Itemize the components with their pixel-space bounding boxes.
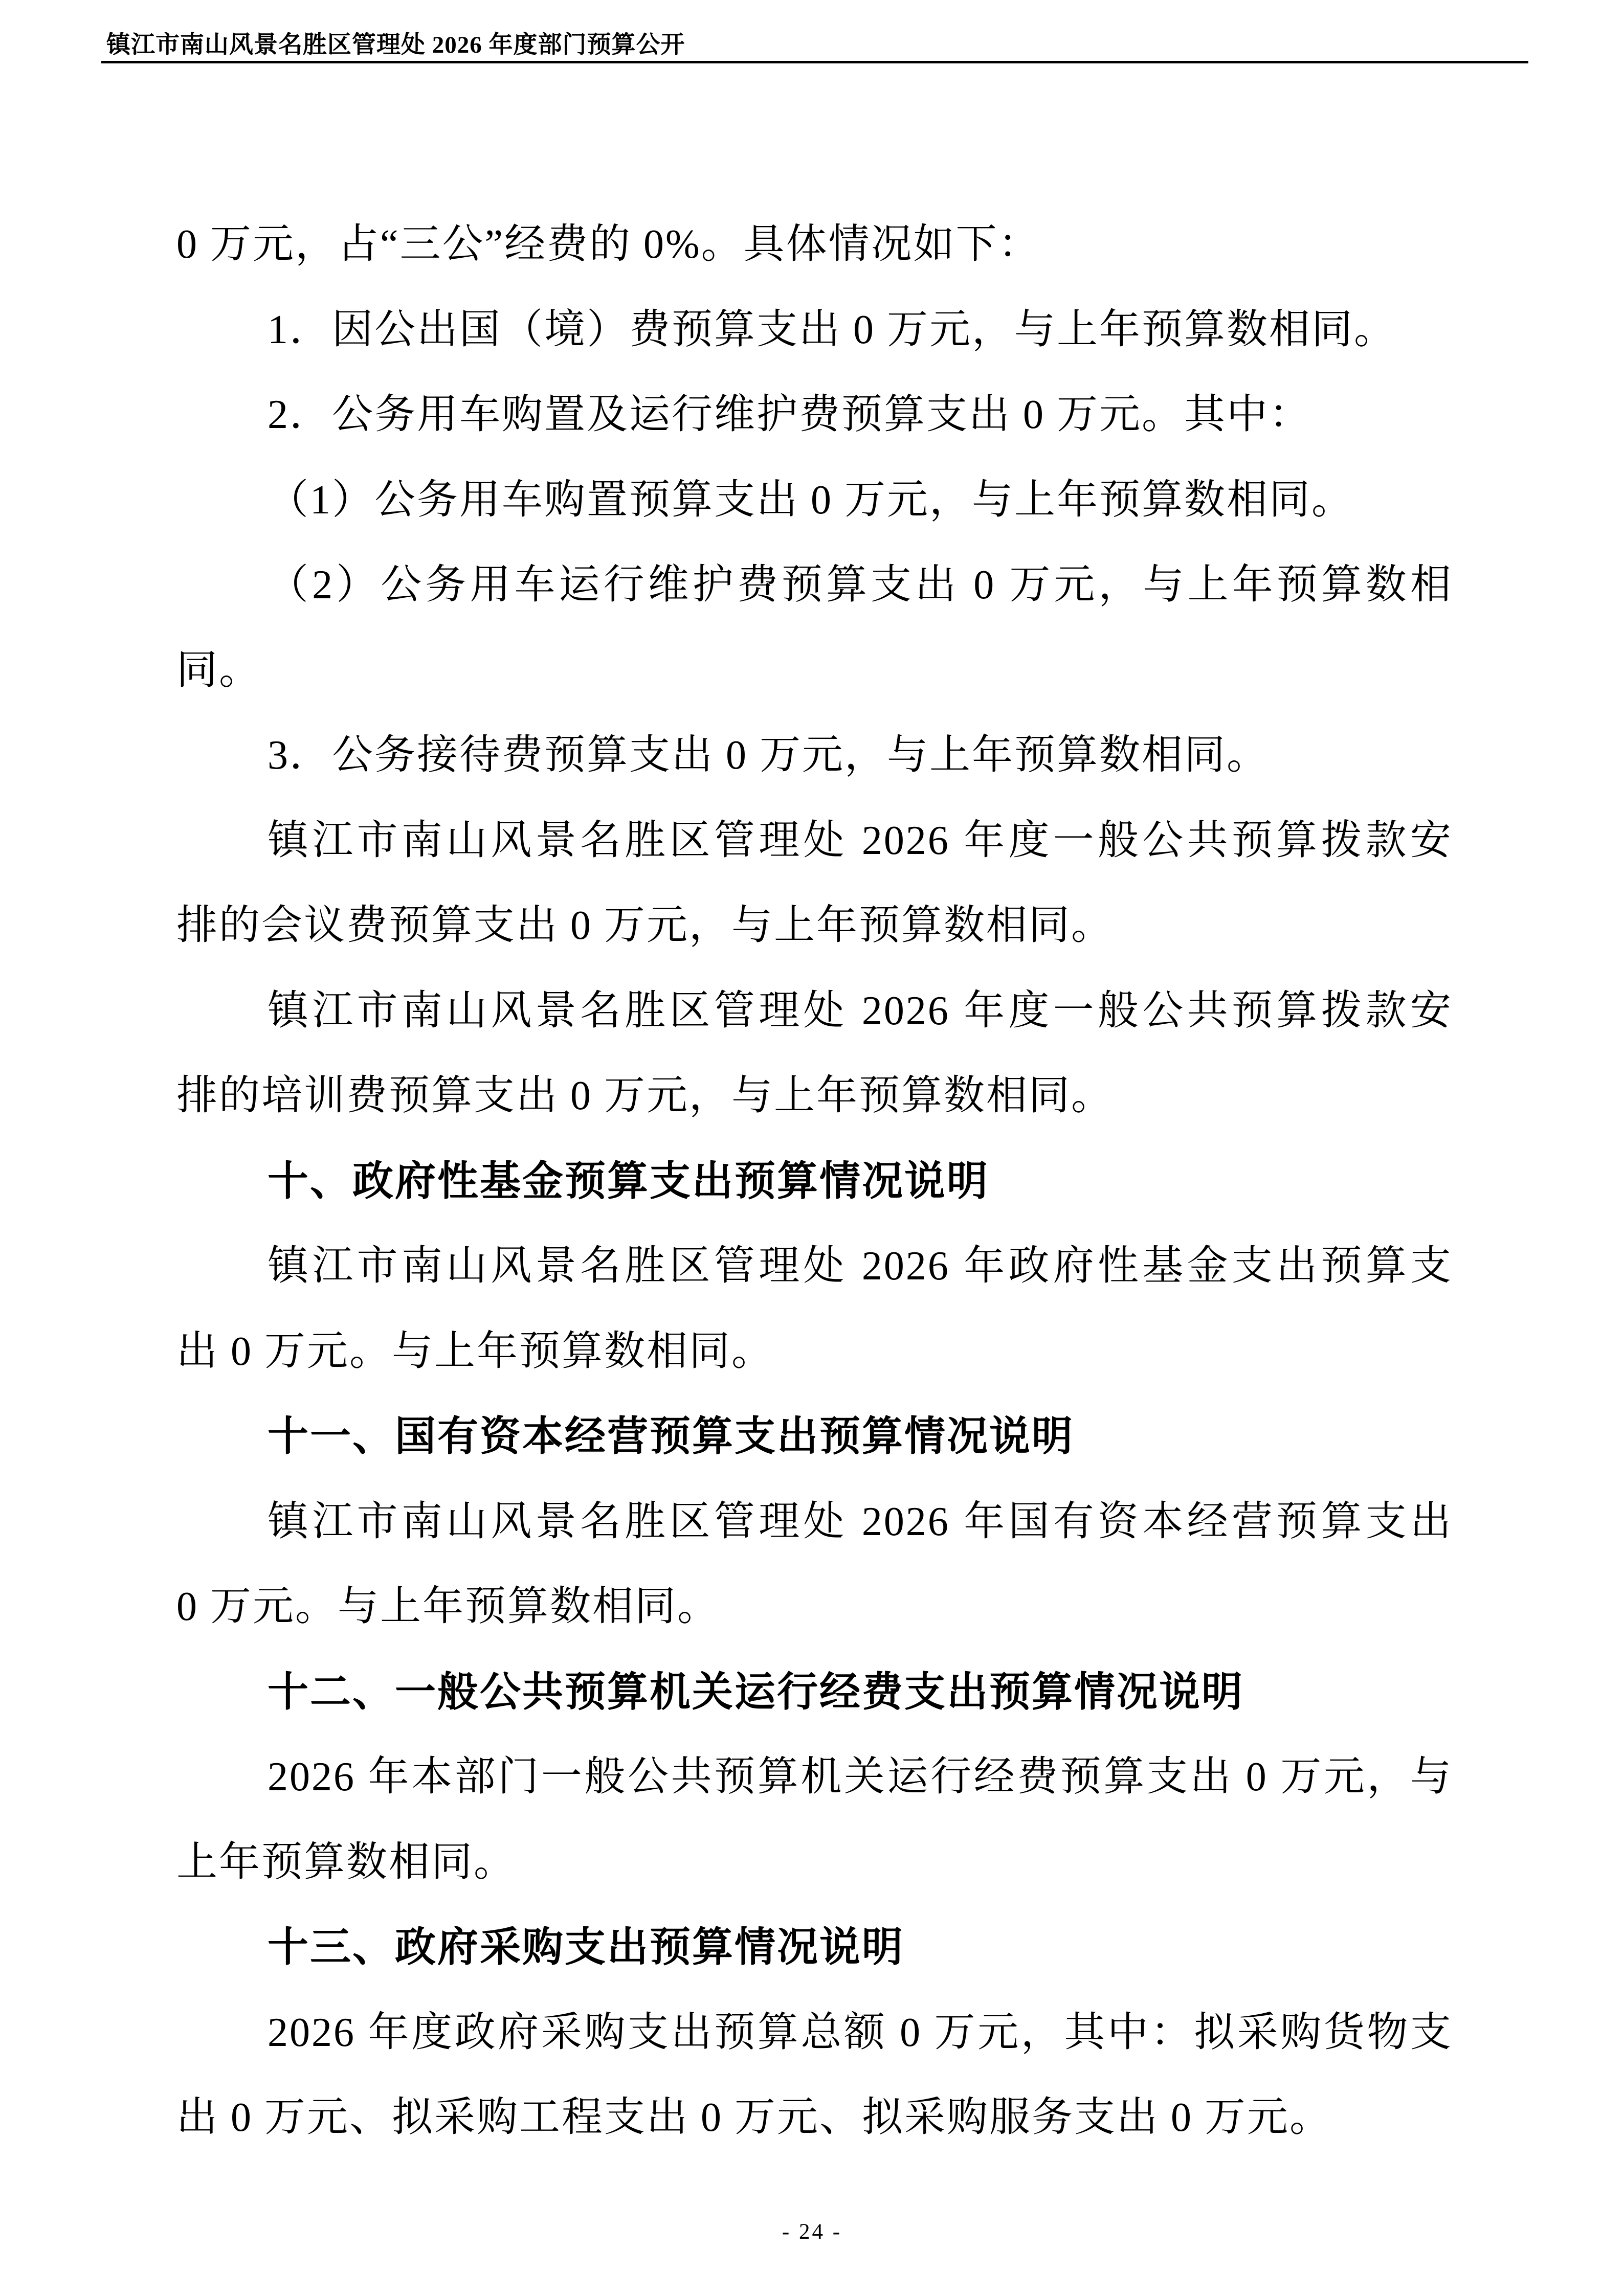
body-text-line: 1．因公出国（境）费预算支出 0 万元，与上年预算数相同。 (268, 307, 1396, 352)
body-text-line: 出 0 万元、拟采购工程支出 0 万元、拟采购服务支出 0 万元。 (176, 2095, 1332, 2140)
body-text-line: 2026 年度政府采购支出预算总额 0 万元，其中：拟采购货物支 (268, 2010, 1453, 2055)
body-text-line: （2）公务用车运行维护费预算支出 0 万元，与上年预算数相 (268, 562, 1453, 607)
section-heading: 十、政府性基金预算支出预算情况说明 (268, 1158, 989, 1204)
page-header-title: 镇江市南山风景名胜区管理处 2026 年度部门预算公开 (106, 32, 685, 58)
header-rule (101, 61, 1528, 63)
body-text-line: 镇江市南山风景名胜区管理处 2026 年政府性基金支出预算支 (268, 1244, 1453, 1289)
body-text-line: 镇江市南山风景名胜区管理处 2026 年国有资本经营预算支出 (268, 1499, 1453, 1544)
body-text-line: 2026 年本部门一般公共预算机关运行经费预算支出 0 万元，与 (268, 1754, 1453, 1799)
body-text-line: 2．公务用车购置及运行维护费预算支出 0 万元。其中： (268, 392, 1311, 437)
body-text-line: 同。 (176, 647, 261, 693)
body-text-line: 排的培训费预算支出 0 万元，与上年预算数相同。 (176, 1073, 1114, 1118)
body-text-line: 镇江市南山风景名胜区管理处 2026 年度一般公共预算拨款安 (268, 818, 1453, 863)
page-footer (0, 2219, 1624, 2244)
section-heading: 十一、国有资本经营预算支出预算情况说明 (268, 1413, 1074, 1459)
body-text-line: （1）公务用车购置预算支出 0 万元，与上年预算数相同。 (268, 477, 1354, 523)
body-text-line: 3．公务接待费预算支出 0 万元，与上年预算数相同。 (268, 733, 1269, 778)
body-text-line: 出 0 万元。与上年预算数相同。 (176, 1329, 774, 1374)
page-number: - 24 - (782, 2220, 842, 2244)
body-text-line: 上年预算数相同。 (176, 1839, 516, 1885)
document-body (176, 202, 1453, 2160)
body-text-line: 排的会议费预算支出 0 万元，与上年预算数相同。 (176, 903, 1114, 948)
section-heading: 十二、一般公共预算机关运行经费支出预算情况说明 (268, 1669, 1244, 1715)
body-text-line: 0 万元。与上年预算数相同。 (176, 1584, 720, 1629)
body-text-line: 镇江市南山风景名胜区管理处 2026 年度一般公共预算拨款安 (268, 988, 1453, 1033)
body-text-line: 0 万元，占“三公”经费的 0%。具体情况如下： (176, 222, 1041, 267)
section-heading: 十三、政府采购支出预算情况说明 (268, 1924, 904, 1970)
